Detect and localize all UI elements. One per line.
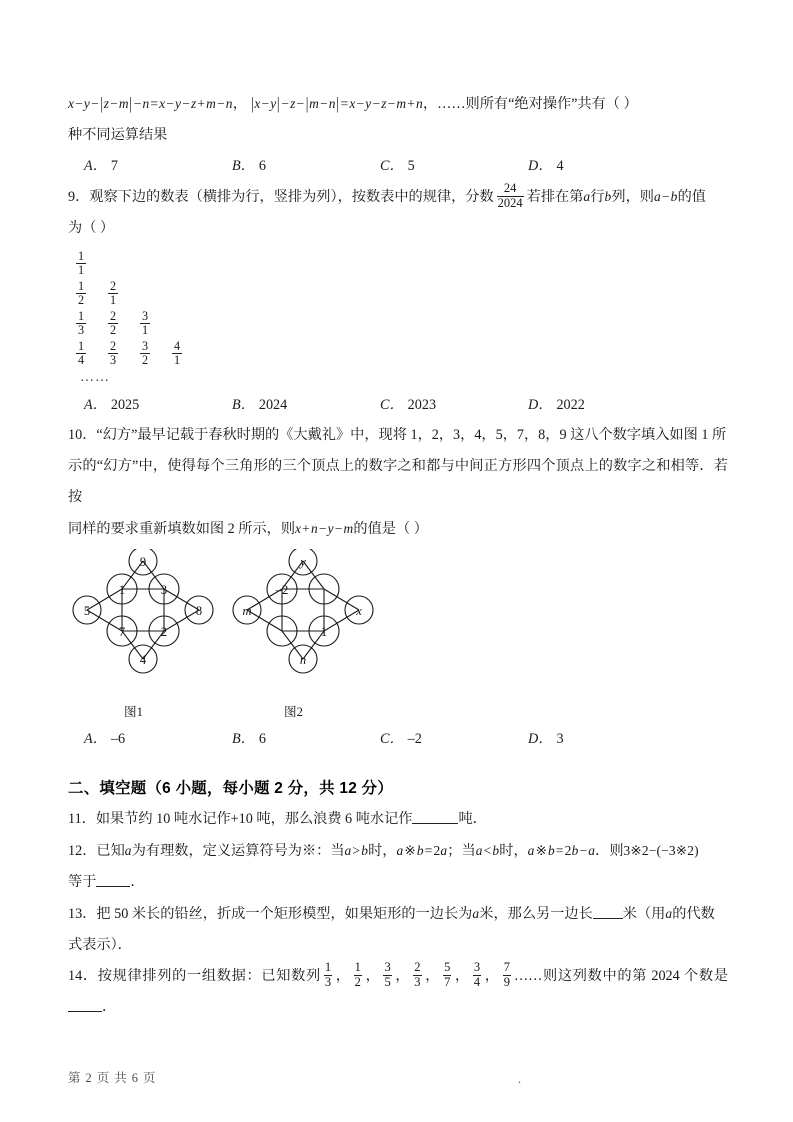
option-a-value-q9: 2025 xyxy=(110,397,140,413)
question-13-text-mid: 米，那么另一边长 xyxy=(479,906,593,922)
question-14-text-tail: ． xyxy=(102,999,117,1015)
option-a-value-q10: –6 xyxy=(110,731,126,747)
question-10-line2: 示的“幻方”中，使得每个三角形的三个顶点上的数字之和都与中间正方形四个顶点上的数字之和相等．若按 xyxy=(68,458,728,505)
question-10-line3 xyxy=(68,513,728,545)
number-table-cell xyxy=(76,280,108,309)
fraction-numerator: 3 xyxy=(142,309,149,323)
fig1-inner-top-left-value: 1 xyxy=(118,583,126,597)
option-c-value-q9: 2023 xyxy=(407,397,437,413)
fraction-denominator: 1 xyxy=(174,352,181,367)
page-number-text: 第 2 页 共 6 页 xyxy=(68,1071,157,1085)
number-table-cell xyxy=(76,250,108,279)
option-d-value-q10: 3 xyxy=(556,731,564,747)
answer-blank-q14[interactable] xyxy=(68,999,102,1012)
fraction xyxy=(172,340,182,367)
fraction-denominator: 3 xyxy=(78,322,85,337)
question-9-number: 9． xyxy=(68,189,90,205)
fraction-numerator: 1 xyxy=(78,279,85,293)
question-9-options xyxy=(68,388,728,420)
option-a-value-q8: 7 xyxy=(110,158,118,174)
fraction-numerator: 2 xyxy=(110,309,117,323)
fraction-denominator: 9 xyxy=(503,974,510,989)
question-12-line2 xyxy=(68,867,728,898)
sequence-fraction xyxy=(383,961,391,989)
sequence-fraction xyxy=(503,961,511,989)
option-a-q9[interactable] xyxy=(84,390,232,420)
fraction xyxy=(108,280,118,307)
fraction-number-table xyxy=(76,250,728,386)
option-c-value-q8: 5 xyxy=(407,158,415,174)
figure-2-caption: 图2 xyxy=(284,705,303,719)
fig2-left-value: m xyxy=(242,604,252,618)
fig1-bottom-value: 4 xyxy=(139,653,147,667)
option-b-value-q10: 6 xyxy=(258,731,266,747)
number-table-cell xyxy=(76,310,108,339)
fraction-numerator: 3 xyxy=(473,960,481,975)
section-2-heading: 二、填空题（6 小题，每小题 2 分，共 12 分） xyxy=(68,780,394,797)
definition-1: a※b=2a xyxy=(396,843,448,858)
option-b-label-q9: B． xyxy=(232,397,255,413)
variable-a-q9: a xyxy=(583,189,591,204)
option-a-q10[interactable] xyxy=(84,724,232,754)
option-c-q8[interactable] xyxy=(380,151,528,181)
question-8-continued-expressions xyxy=(68,88,728,120)
option-d-value-q8: 4 xyxy=(556,158,564,174)
option-a-label-q10: A． xyxy=(84,731,107,747)
question-8-wrap-text: 种不同运算结果 xyxy=(68,127,168,143)
option-a-label-q8: A． xyxy=(84,158,107,174)
number-table-row xyxy=(76,250,728,280)
fraction xyxy=(76,280,86,307)
question-11-text-post: 吨． xyxy=(458,811,487,827)
question-14-text-pre: 按规律排列的一组数据：已知数列 xyxy=(97,968,321,984)
comma-2: ， xyxy=(422,96,438,112)
variable-a-q12: a xyxy=(124,843,132,858)
question-9-text-line2: 为（ ） xyxy=(68,220,115,236)
fraction-numerator: 24 xyxy=(503,181,517,196)
comma-1: ， xyxy=(232,96,247,112)
question-14-ellipsis: …… xyxy=(513,968,543,984)
question-9-part3: 行 xyxy=(590,189,605,205)
fraction-numerator: 7 xyxy=(503,960,510,975)
option-d-q8[interactable] xyxy=(528,151,676,181)
fraction-numerator: 3 xyxy=(142,339,149,353)
question-12-seg4: ；当 xyxy=(447,843,476,859)
number-table-cell xyxy=(140,340,172,369)
fraction xyxy=(76,340,86,367)
fraction-numerator: 1 xyxy=(354,960,361,975)
fraction-24-over-2024 xyxy=(497,182,524,210)
variable-a-q13: a xyxy=(472,906,480,921)
question-12-line1 xyxy=(68,835,728,867)
question-10-text-3-pre: 同样的要求重新填数如图 2 所示，则 xyxy=(68,521,296,537)
question-12-seg3: 时， xyxy=(368,843,397,859)
fraction xyxy=(108,310,118,337)
sequence-fraction xyxy=(413,961,421,989)
option-d-value-q9: 2022 xyxy=(556,397,585,413)
option-c-q9[interactable] xyxy=(380,390,528,420)
number-table-row xyxy=(76,340,728,370)
number-table-cell xyxy=(108,340,140,369)
option-d-label-q9: D． xyxy=(528,397,553,413)
fraction-denominator: 2 xyxy=(78,292,85,307)
option-d-q9[interactable] xyxy=(528,390,676,420)
fig1-inner-bottom-right-value: 2 xyxy=(160,625,168,639)
option-a-label-q9: A． xyxy=(84,397,107,413)
fraction-numerator: 1 xyxy=(324,960,332,975)
question-14-text-post: 则这列数中的第 2024 个数是 xyxy=(542,968,728,984)
expression-2: |x−y| −z− |m−n| =x−y−z−m+n xyxy=(250,94,423,113)
condition-a-greater-b: a>b xyxy=(344,843,369,858)
question-12-number: 12． xyxy=(68,843,97,859)
fig1-inner-top-right-value: 3 xyxy=(160,583,168,597)
number-table-row xyxy=(76,310,728,340)
question-13-number: 13． xyxy=(68,906,97,922)
magic-square-figures xyxy=(68,549,728,701)
number-table-cell xyxy=(172,340,204,369)
option-c-label-q10: C． xyxy=(380,731,404,747)
number-table-cell xyxy=(76,340,108,369)
fig2-inner-top-left-value: –2 xyxy=(275,583,289,597)
fraction-denominator: 5 xyxy=(384,974,391,989)
option-c-q10[interactable] xyxy=(380,724,528,754)
question-14-number: 14． xyxy=(68,968,98,984)
question-10-text-3-post: 的值是（ ） xyxy=(353,521,428,537)
fraction-numerator: 2 xyxy=(110,339,117,353)
expression-a-minus-b: a−b xyxy=(654,189,678,204)
question-11-number: 11． xyxy=(68,811,96,827)
question-13-line1 xyxy=(68,898,728,930)
fraction-denominator: 4 xyxy=(78,352,85,367)
figure-1-caption: 图1 xyxy=(124,705,143,719)
fraction-numerator: 4 xyxy=(174,339,181,353)
question-10-text-1: “幻方”最早记载于春秋时期的《大戴礼》中，现将 1，2，3，4，5，7，8，9 这八个数字填入如图 1 所 xyxy=(96,427,727,443)
fig1-left-value: 5 xyxy=(83,604,91,618)
number-table-cell xyxy=(108,280,140,309)
fraction-numerator: 3 xyxy=(384,960,391,975)
fraction-denominator: 1 xyxy=(110,292,117,307)
fig2-top-value: y xyxy=(300,555,306,569)
question-12-seg1: 已知 xyxy=(96,843,125,859)
question-13-text-post: 米（用 xyxy=(622,906,666,922)
question-10-options xyxy=(68,720,728,754)
answer-blank-q11[interactable] xyxy=(412,811,458,824)
fraction-denominator: 1 xyxy=(78,262,85,277)
sequence-fraction xyxy=(443,961,451,989)
option-b-value-q8: 6 xyxy=(258,158,266,174)
question-11 xyxy=(68,804,728,835)
option-c-label-q8: C． xyxy=(380,158,404,174)
question-8-tail: 则所有“绝对操作”共有（ ） xyxy=(465,96,638,112)
option-c-label-q9: C． xyxy=(380,397,404,413)
fraction-numerator: 1 xyxy=(78,249,85,263)
question-13-text-pre: 把 50 米长的铅丝，折成一个矩形模型，如果矩形的一边长为 xyxy=(96,906,473,922)
fig2-right-value: x xyxy=(356,604,362,618)
ellipsis-q8: …… xyxy=(437,96,466,112)
question-13-line2: 式表示）． xyxy=(68,937,132,953)
fraction-denominator: 4 xyxy=(473,974,481,989)
sequence-fraction xyxy=(324,961,332,989)
fraction-denominator: 7 xyxy=(444,974,451,989)
option-d-label-q8: D． xyxy=(528,158,553,174)
option-c-value-q10: –2 xyxy=(407,731,422,747)
fraction-numerator: 2 xyxy=(414,960,421,975)
question-9-part1: 观察下边的数表（横排为行，竖排为列），按数表中的规律，分数 xyxy=(89,189,494,205)
question-9-text xyxy=(68,181,728,213)
expression-x-plus-n-minus-y-minus-m: x+n−y−m xyxy=(295,521,354,536)
expression-q12: 3※2−(−3※2) xyxy=(623,843,699,858)
answer-blank-q12[interactable] xyxy=(96,874,130,887)
question-12-seg2: 为有理数，定义运算符号为※：当 xyxy=(131,843,345,859)
fig1-inner-bottom-left-value: 7 xyxy=(118,625,126,639)
fraction-numerator: 1 xyxy=(78,309,85,323)
fig2-bottom-value: n xyxy=(299,653,307,667)
fig1-top-value: 9 xyxy=(139,555,147,569)
fraction-denominator: 3 xyxy=(414,974,421,989)
question-10-number: 10． xyxy=(68,427,97,443)
question-11-text-pre: 如果节约 10 吨水记作+10 吨，那么浪费 6 吨水记作 xyxy=(95,811,413,827)
fraction xyxy=(108,340,118,367)
answer-blank-q13[interactable] xyxy=(593,906,623,919)
option-b-q8[interactable] xyxy=(232,151,380,181)
question-14: 14．按规律排列的一组数据：已知数列 $\frac{1}{3}$ ， $\frac{1}{2}$ ， $\frac{3}{5}$ ， $\frac{2}{3}$ ， $\frac{5}{7}$ ， $\frac{3}{4}$ ， $\frac{7}{9}$ ……则这列数中的第 2024 个数是． xyxy=(68,960,728,1015)
expression-1: x−y− |z−m| −n=x−y−z+m−n xyxy=(68,94,233,113)
option-d-q10[interactable] xyxy=(528,724,676,754)
magic-squares-svg xyxy=(60,549,390,699)
sequence-fraction xyxy=(354,961,362,989)
number-table-ellipsis: …… xyxy=(80,370,110,385)
fraction xyxy=(140,310,150,337)
option-b-label-q8: B． xyxy=(232,158,255,174)
question-8-options xyxy=(68,151,728,181)
fig2-inner-bottom-right-value: 1 xyxy=(320,625,328,639)
question-12-line2-pre: 等于 xyxy=(68,874,97,890)
fraction-denominator: 1 xyxy=(142,322,149,337)
footer-dot: . xyxy=(518,1072,523,1086)
page-footer xyxy=(68,1068,728,1086)
variable-a2-q13: a xyxy=(665,906,673,921)
figure-captions xyxy=(124,701,728,720)
fraction-denominator: 3 xyxy=(110,352,117,367)
option-b-q9[interactable] xyxy=(232,390,380,420)
option-d-label-q10: D． xyxy=(528,731,553,747)
number-table-cell xyxy=(140,310,172,339)
question-12-seg6: ．则 xyxy=(595,843,624,859)
question-12-seg5: 时， xyxy=(499,843,528,859)
fraction-denominator: 2 xyxy=(142,352,149,367)
sequence-fraction xyxy=(473,961,481,989)
question-10-line1 xyxy=(68,420,728,451)
option-b-q10[interactable] xyxy=(232,724,380,754)
question-9-part2: 若排在第 xyxy=(526,189,584,205)
number-table-row xyxy=(76,280,728,310)
condition-a-less-b: a<b xyxy=(475,843,500,858)
fraction xyxy=(76,250,86,277)
definition-2: a※b=2b−a xyxy=(527,843,596,858)
fraction-denominator: 2 xyxy=(110,322,117,337)
question-13-text-tail: 的代数 xyxy=(672,906,715,922)
variable-b-q9: b xyxy=(604,189,612,204)
option-b-value-q9: 2024 xyxy=(258,397,288,413)
question-9-part5: 的值 xyxy=(677,189,706,205)
fraction-denominator: 3 xyxy=(324,974,332,989)
fraction xyxy=(140,340,150,367)
fraction-numerator: 2 xyxy=(110,279,117,293)
question-12-line2-post: ． xyxy=(130,874,145,890)
fraction-denominator: 2024 xyxy=(497,195,523,210)
fraction-numerator: 1 xyxy=(78,339,85,353)
page-content xyxy=(68,88,728,1023)
option-b-label-q10: B． xyxy=(232,731,255,747)
number-table-cell xyxy=(108,310,140,339)
question-9-part4: 列，则 xyxy=(611,189,654,205)
fig1-right-value: 8 xyxy=(195,604,203,618)
option-a-q8[interactable] xyxy=(84,151,232,181)
fraction-denominator: 2 xyxy=(354,974,361,989)
fraction xyxy=(76,310,86,337)
fraction-numerator: 5 xyxy=(444,960,451,975)
